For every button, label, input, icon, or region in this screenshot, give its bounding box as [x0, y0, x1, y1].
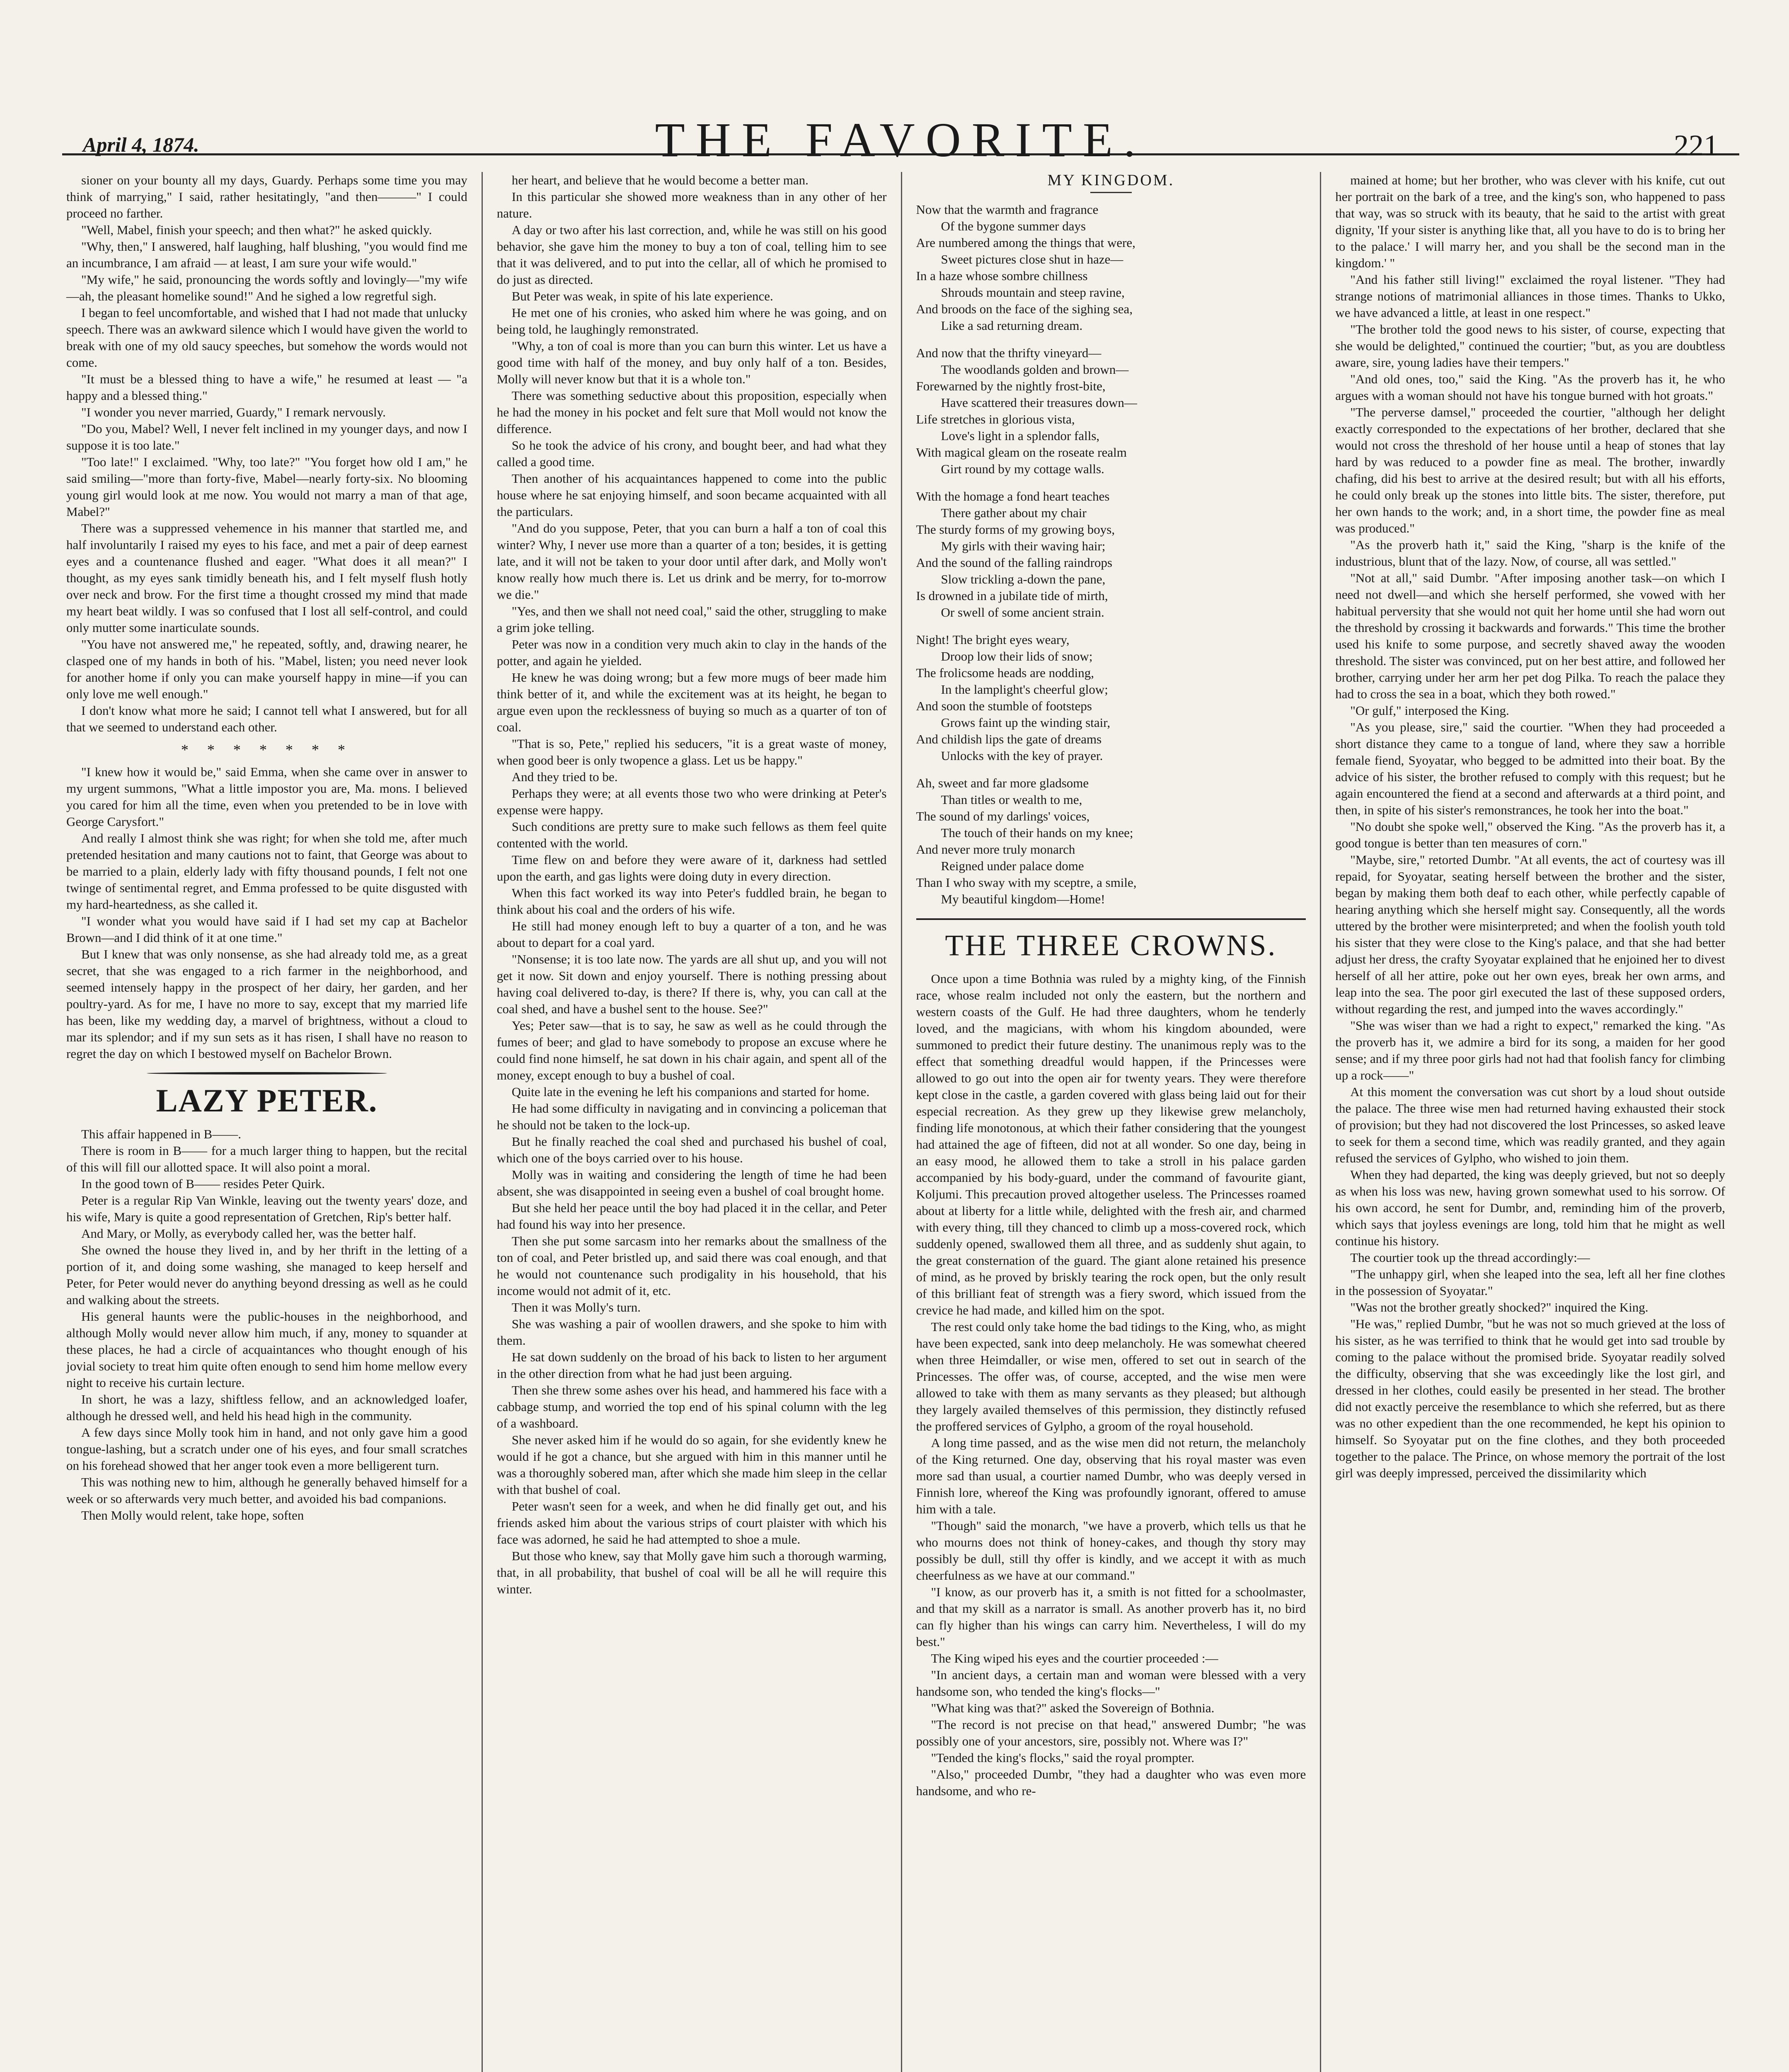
poem-line: Of the bygone summer days [941, 219, 1086, 233]
paragraph: But I knew that was only nonsense, as she had already told me, as a great secret, that she was engaged to a rich farmer in the neighborhood, and seemed intensely happy in the prospect of her dairy, her garden, and her poultry-yard. As for me, I have no more to say, except that my married life has been, like my wedding day, a marvel of brightness, without a cloud to mar its splendor; and if my sun sets as it has risen, I shall have no reason to regret the day on which I bestowed myself on Bachelor Brown. [66, 947, 467, 1061]
paragraph: In short, he was a lazy, shiftless fellow, and an acknowledged loafer, although he dressed well, and held his head high in the community. [66, 1392, 467, 1423]
poem-line: My girls with their waving hair; [941, 539, 1106, 553]
paragraph: I don't know what more he said; I cannot tell what I answered, but for all that we seemed to understand each other. [66, 703, 467, 734]
poem-line: Have scattered their treasures down— [941, 395, 1137, 410]
paragraph: "Yes, and then we shall not need coal," said the other, struggling to make a grim joke telling. [496, 604, 887, 635]
paragraph: And they tried to be. [511, 770, 618, 784]
poem-line: And never more truly monarch [916, 842, 1075, 857]
masthead [62, 70, 1739, 167]
poem-line: There gather about my chair [941, 506, 1087, 520]
paragraph: Such conditions are pretty sure to make such fellows as them feel quite contented with the world. [496, 819, 887, 850]
poem-rule [1090, 192, 1132, 193]
paragraph: A day or two after his last correction, and, while he was still on his good behavior, she gave him the money to buy a ton of coal, telling him to see that it was delivered, and to put into the cellar, all of which he promised to do just as directed. [496, 223, 887, 287]
poem-line: Now that the warmth and fragrance [916, 202, 1099, 217]
poem-line: Sweet pictures close shut in haze— [941, 252, 1123, 266]
paragraph: Then it was Molly's turn. [511, 1300, 641, 1314]
paragraph: "What king was that?" asked the Sovereign of Bothnia. [931, 1701, 1215, 1715]
paragraph: And really I almost think she was right; for when she told me, after much pretended hesitation and many cautions not to faint, that George was about to be married to a plain, elderly lady with fifty thousand pounds, I felt not one twinge of sentimental regret, and Emma professed to be quite disgusted with my hard-heartedness, as she called it. [66, 831, 467, 912]
column-1 [62, 172, 482, 2072]
paragraph: The rest could only take home the bad tidings to the King, who, as might have been expected, sank into deep melancholy. He was somewhat cheered when three Heimdaller, or wise men, offered to set out in search of the Princesses. The offer was, of course, accepted, and the wise men were allowed to take with them as many servants as they pleased; but although they largely availed themselves of this permission, they distinctly refused the proffered services of Gylpho, a groom of the royal household. [916, 1319, 1306, 1433]
paragraph: "Was not the brother greatly shocked?" inquired the King. [1350, 1300, 1649, 1314]
poem-line: Than I who sway with my sceptre, a smile, [916, 875, 1137, 890]
paragraph: her heart, and believe that he would become a better man. [511, 173, 809, 187]
paragraph: "And his father still living!" exclaimed the royal listener. "They had strange notions of matrimonial alliances in those times. Thanks to Ukko, we have advanced a little, at least in one respect." [1335, 272, 1725, 320]
poem-stanza [916, 775, 1306, 908]
poem-line: Night! The bright eyes weary, [916, 632, 1070, 647]
paragraph: But those who knew, say that Molly gave him such a thorough warming, that, in all probability, that bushel of coal will be all he will require this winter. [496, 1549, 887, 1596]
paragraph: "You have not answered me," he repeated, softly, and, drawing nearer, he clasped one of my hands in both of his. "Mabel, listen; you need never look for another home if only you can make yourself happy in mine—if you can only love me well enough." [66, 637, 467, 701]
paragraph: "The perverse damsel," proceeded the courtier, "although her delight exactly corresponded to the expectations of her brother, declared that she would not cross the threshold of her house until a heap of stones that lay hard by was reduced to a powder fine as meal. The brother, inwardly chafing, did his best to arrive at the desired result; but with all his efforts, he could only break up the stones into little bits. The sister, therefore, put her own hands to the work; and, in a short time, the powder fine as meal was produced." [1335, 405, 1725, 535]
poem-line: The sound of my darlings' voices, [916, 809, 1090, 823]
paragraph: "Do you, Mabel? Well, I never felt inclined in my younger days, and now I suppose it is too late." [66, 421, 467, 453]
poem-stanza [916, 345, 1306, 477]
paragraph: There is room in B—— for a much larger thing to happen, but the recital of this will fill our allotted space. It will also point a moral. [66, 1143, 467, 1174]
paragraph: "My wife," he said, pronouncing the words softly and lovingly—"my wife—ah, the pleasant homelike sound!" And he sighed a low regretful sigh. [66, 272, 467, 303]
poem-line: Reigned under palace dome [941, 859, 1084, 873]
paragraph: This was nothing new to him, although he generally behaved himself for a week or so afterwards very much better, and avoided his bad companions. [66, 1475, 467, 1506]
paragraph: "I wonder what you would have said if I had set my cap at Bachelor Brown—and I did think of it at one time." [66, 914, 467, 945]
paragraph: Then she threw some ashes over his head, and hammered his face with a cabbage stump, and worried the top end of his spinal column with the leg of a washboard. [496, 1383, 887, 1431]
poem-line: The touch of their hands on my knee; [941, 825, 1133, 840]
paragraph: Quite late in the evening he left his companions and started for home. [511, 1084, 870, 1099]
poem-line: Life stretches in glorious vista, [916, 412, 1075, 426]
paragraph: Perhaps they were; at all events those two who were drinking at Peter's expense were happy. [496, 786, 887, 817]
paragraph: "The unhappy girl, when she leaped into the sea, left all her fine clothes in the possession of Syoyatar." [1335, 1267, 1725, 1298]
paragraph: There was a suppressed vehemence in his manner that startled me, and half involuntarily I raised my eyes to his face, and met a pair of deep earnest eyes and a countenance flushed and eager. "What does it all mean?" I thought, as my eyes sank timidly beneath his, and I felt myself flush hotly over neck and brow. For the first time a thought crossed my mind that made my heart beat wildly. I was so confused that I lost all self-control, and could only mutter some inarticulate sounds. [66, 521, 467, 635]
poem-line: Grows faint up the winding stair, [941, 715, 1111, 730]
ornament-divider [147, 1072, 387, 1075]
paragraph: She owned the house they lived in, and by her thrift in the letting of a portion of it, and doing some washing, she managed to keep herself and Peter, for Peter would never do anything beyond dressing as well as he could and walking about the streets. [66, 1243, 467, 1307]
paragraph: "Also," proceeded Dumbr, "they had a daughter who was even more handsome, and who re- [916, 1767, 1306, 1798]
paragraph: "It must be a blessed thing to have a wife," he resumed at least — "a happy and a blessed thing." [66, 372, 467, 403]
paragraph: This affair happened in B——. [81, 1127, 241, 1141]
poem-line: The frolicsome heads are nodding, [916, 666, 1094, 680]
poem-stanza [916, 201, 1306, 334]
paragraph: A few days since Molly took him in hand, and not only gave him a good tongue-lashing, but a scratch under one of his eyes, and four small scratches on his forehead showed that her anger took even a more belligerent turn. [66, 1425, 467, 1473]
poem-line: Droop low their lids of snow; [941, 649, 1093, 663]
paragraph: Once upon a time Bothnia was ruled by a mighty king, of the Finnish race, whose realm included not only the eastern, but the northern and western coasts of the Gulf. He had three daughters, whom he tenderly loved, and the magicians, with whom his kingdom abounded, were summoned to predict their future destiny. The unanimous reply was to the effect that something dreadful would happen, if the Princesses were allowed to go out into the open air for twenty years. They were therefore kept close in the castle, a garden covered with glass being laid out for their especial recreation. As they grew up they likewise grew melancholy, finding life monotonous, at which their father considering that the youngest had attained the age of fifteen, did not at all wonder. So one day, being in an easy mood, he allowed them to take a stroll in his palace garden accompanied by his body-guard, under the command of favourite giant, Koljumi. This precaution proved altogether useless. The Princesses roamed about at liberty for a little while, delighted with the fresh air, and charmed with every thing, till they chanced to climb up a moss-covered rock, which suddenly opened, swallowed them all three, and as suddenly shut again, to the great consternation of the guard. The giant alone retained his presence of mind, as he proved by briskly tearing the rock open, but the only result of this brilliant feat of strength was a fiery sword, which issued from the crevice he had made, and killed him on the spot. [916, 971, 1306, 1317]
poem-line: With the homage a fond heart teaches [916, 489, 1110, 503]
paragraph: Peter wasn't seen for a week, and when he did finally get out, and his friends asked him about the various strips of court plaister with which his face was adorned, he said he had attempted to shoe a mule. [496, 1499, 887, 1547]
poem-line: And now that the thrifty vineyard— [916, 346, 1101, 360]
paragraph: And Mary, or Molly, as everybody called her, was the better half. [81, 1226, 416, 1241]
poem-line: The sturdy forms of my growing boys, [916, 522, 1115, 537]
paragraph: Yes; Peter saw—that is to say, he saw as well as he could through the fumes of beer; and glad to have somebody to propose an excuse where he could find none himself, he sat down in his chair again, and spent all of the money, except enough to buy a bushel of coal. [496, 1018, 887, 1082]
poem-line: Like a sad returning dream. [941, 318, 1083, 333]
paragraph: Then she put some sarcasm into her remarks about the smallness of the ton of coal, and Peter bristled up, and said there was coal enough, and that he would not countenance such prodigality in his household, that his income would not admit of it, etc. [496, 1234, 887, 1298]
paragraph: But he finally reached the coal shed and purchased his bushel of coal, which one of the boys carried over to his house. [496, 1134, 887, 1165]
poem-line: Shrouds mountain and steep ravine, [941, 285, 1125, 300]
paragraph: mained at home; but her brother, who was clever with his knife, cut out her portrait on the bark of a tree, and the king's son, who happened to pass that way, was so struck with its beauty, that he said to the artist with great dignity, 'If your sister is anything like that, all you have to do is to bring her to the palace.' I will marry her, and you shall be the second man in the kingdom.' " [1335, 173, 1725, 270]
paragraph: "Maybe, sire," retorted Dumbr. "At all events, the act of courtesy was ill repaid, for Syoyatar, seating herself between the brother and the sister, began by making them both deaf to each other, while perfectly capable of hearing anything which she herself might say. Consequently, all the words uttered by the brother were misinterpreted; and when the foolish youth told his sister that they were close to the King's palace, and that she had better adjust her dress, the crafty Syoyatar explained that he enjoined her to divest herself of all her attire, poke out her own eyes, break her own arms, and leap into the sea. The poor girl executed the last of these supposed orders, without regarding the rest, and jumped into the waves accordingly." [1335, 852, 1725, 1016]
poem-line: My beautiful kingdom—Home! [941, 892, 1105, 906]
paragraph: In this particular she showed more weakness than in any other of her nature. [496, 189, 887, 220]
paragraph: He sat down suddenly on the broad of his back to listen to her argument in the other direction from what he had just been arguing. [496, 1350, 887, 1381]
paragraph: His general haunts were the public-houses in the neighborhood, and although Molly would never allow him much, if any, money to squander at these places, he had a circle of acquaintances who thought enough of his jovial society to treat him quite often enough to send him home mellow every night to receive his curtain lecture. [66, 1309, 467, 1390]
publication-title: THE FAVORITE. [655, 113, 1147, 167]
paragraph: I began to feel uncomfortable, and wished that I had not made that unlucky speech. There was an awkward silence which I would have given the world to break with one of my old saucy speeches, but somehow the words would not come. [66, 305, 467, 370]
paragraph: Time flew on and before they were aware of it, darkness had settled upon the earth, and gas lights were doing duty in every direction. [496, 852, 887, 884]
paragraph: A long time passed, and as the wise men did not return, the melancholy of the King returned. One day, observing that his royal master was even more sad than usual, a courtier named Dumbr, who was deeply versed in Finnish lore, whereof the King was profoundly ignorant, offered to amuse him with a tale. [916, 1435, 1306, 1516]
paragraph: He had some difficulty in navigating and in convincing a policeman that he should not be taken to the lock-up. [496, 1101, 887, 1132]
paragraph: Molly was in waiting and considering the length of time he had been absent, she was disappointed in seeing even a bushel of coal brought home. [496, 1167, 887, 1198]
paragraph: "Not at all," said Dumbr. "After imposing another task—on which I need not dwell—and which she herself performed, she vowed with her habitual perversity that she would not quit her home until she had worn out the threshold by crossing it backwards and forwards." This time the brother used his knife to some purpose, and secretly shaved away the wooden threshold. The sister was convinced, put on her best attire, and followed her brother, carrying under her arm her pet dog Pilka. To reach the palace they had to cross the sea in a boat, which they both rowed." [1335, 571, 1725, 701]
paragraph: But she held her peace until the boy had placed it in the cellar, and Peter had found his way into her presence. [496, 1201, 887, 1232]
poem-line: Ah, sweet and far more gladsome [916, 776, 1089, 790]
paragraph: "I know, as our proverb has it, a smith is not fitted for a schoolmaster, and that my skill as a narrator is small. As another proverb has it, no bird can fly higher than his wings can carry him. Nevertheless, I will do my best." [916, 1585, 1306, 1649]
poem-line: The woodlands golden and brown— [941, 362, 1129, 377]
issue-date: April 4, 1874. [83, 133, 199, 156]
paragraph: "Though" said the monarch, "we have a proverb, which tells us that he who mourns does not think of honey-cakes, and though thy story may possibly be dull, still thy offer is kindly, and we accept it with as much cheerfulness as we have at our command." [916, 1518, 1306, 1583]
paragraph: But Peter was weak, in spite of his late experience. [511, 289, 773, 303]
paragraph: "And do you suppose, Peter, that you can burn a half a ton of coal this winter? Why, I never use more than a quarter of a ton; besides, it is getting late, and it will not be taken to your door until after dark, and Molly won't know really how much there is. Let us drink and be merry, for to-morrow we die." [496, 521, 887, 602]
paragraph: There was something seductive about this proposition, especially when he had the money in his pocket and felt sure that Moll would not know the difference. [496, 388, 887, 436]
paragraph: "No doubt she spoke well," observed the King. "As the proverb has it, a good tongue is better than ten measures of corn." [1335, 819, 1725, 850]
poem-line: Than titles or wealth to me, [941, 792, 1082, 807]
paragraph: "Nonsense; it is too late now. The yards are all shut up, and you will not get it now. Sit down and enjoy yourself. There is nothing pressing about having coal delivered to-day, is there? If there is, why, you can call at the coal shed, and have a bushel sent to the house. See?" [496, 952, 887, 1016]
title-rule [916, 918, 1306, 920]
paragraph: In the good town of B—— resides Peter Quirk. [81, 1176, 325, 1191]
poem-line: Or swell of some ancient strain. [941, 605, 1104, 620]
poem-line: Forewarned by the nightly frost-bite, [916, 379, 1106, 393]
paragraph: When this fact worked its way into Peter's fuddled brain, he began to think about his coal and the orders of his wife. [496, 886, 887, 917]
poem-line: And broods on the face of the sighing sea, [916, 302, 1133, 316]
column-2 [482, 172, 901, 2072]
column-3 [901, 172, 1320, 2072]
paragraph: "Why, a ton of coal is more than you can burn this winter. Let us have a good time with half of the money, and buy only half of a ton. Besides, Molly will never know but that it is a whole ton." [496, 339, 887, 386]
paragraph: She was washing a pair of woollen drawers, and she spoke to him with them. [496, 1317, 887, 1348]
paragraph: "As the proverb hath it," said the King, "sharp is the knife of the industrious, blunt that of the lazy. Now, of course, all was settled." [1335, 537, 1725, 569]
paragraph: At this moment the conversation was cut short by a loud shout outside the palace. The three wise men had returned having exhausted their stock of provision; but they had not discovered the lost Princesses, so asked leave to seek for them a second time, which was readily granted, and they again refused the services of Gylpho, who wished to join them. [1335, 1084, 1725, 1165]
paragraph: sioner on your bounty all my days, Guardy. Perhaps some time you may think of marrying," I said, rather hesitatingly, "and then———" I could proceed no farther. [66, 173, 467, 220]
paragraph: "As you please, sire," said the courtier. "When they had proceeded a short distance they came to a tongue of land, where they saw a horrible female fiend, Syoyatar, who begged to be admitted into their boat. By the advice of his sister, the brother refused to comply with this request; but he again encountered the fiend at a second and afterwards at a third point, and then, in spite of his sister's remonstrances, he took her into the boat." [1335, 720, 1725, 817]
paragraph: Then another of his acquaintances happened to come into the public house where he sat enjoying himself, and soon became acquainted with all the particulars. [496, 471, 887, 519]
paragraph: "In ancient days, a certain man and woman were blessed with a very handsome son, who tended the king's flocks—" [916, 1668, 1306, 1699]
poem-line: Girt round by my cottage walls. [941, 462, 1104, 476]
poem-line: With magical gleam on the roseate realm [916, 445, 1127, 460]
page-number: 221 [1674, 129, 1719, 162]
paragraph: "The brother told the good news to his sister, of course, expecting that she would be delighted," continued the courtier; "but, as you are doubtless aware, sire, young ladies have their tempers." [1335, 322, 1725, 370]
paragraph: She never asked him if he would do so again, for she evidently knew he would if he got a chance, but she argued with him in this manner until he was a thoroughly sobered man, after which she made him sleep in the cellar with that bushel of coal. [496, 1433, 887, 1497]
poem-line: In a haze whose sombre chillness [916, 269, 1088, 283]
paragraph: "Well, Mabel, finish your speech; and then what?" he asked quickly. [81, 223, 432, 237]
lazy-peter-heading: LAZY PETER. [156, 1082, 378, 1118]
poem-line: And soon the stumble of footsteps [916, 699, 1092, 713]
poem-title: MY KINGDOM. [1047, 172, 1175, 189]
poem-line: And the sound of the falling raindrops [916, 555, 1113, 570]
paragraph: "He was," replied Dumbr, "but he was not so much grieved at the loss of his sister, as he was terrified to think that he would get into sad trouble by coming to the palace without the promised bride. Syoyatar readily solved the difficulty, observing that she was exceedingly like the lost girl, and dressed in her clothes, could easily be presented in her stead. The brother did not exactly perceive the resemblance to which she referred, but as there was no other expedient than the one recommended, he kept his opinion to himself. So Syoyatar put on the fine clothes, and they both proceeded together to the palace. The Prince, on whose memory the portrait of the lost girl was deeply impressed, perceived the dissimilarity which [1335, 1317, 1725, 1480]
paragraph: "Tended the king's flocks," said the royal prompter. [931, 1750, 1195, 1765]
poem-line: Love's light in a splendor falls, [941, 428, 1100, 443]
paragraph: "I wonder you never married, Guardy," I remark nervously. [81, 405, 386, 419]
paragraph: Then Molly would relent, take hope, soften [81, 1508, 304, 1523]
poem-stanza [916, 632, 1306, 764]
paragraph: So he took the advice of his crony, and bought beer, and had what they called a good time. [496, 438, 887, 469]
paragraph: When they had departed, the king was deeply grieved, but not so deeply as when his loss was new, having grown somewhat used to his sorrow. Of his own accord, he sent for Dumbr, and, reminding him of the proverb, which says that joyless evenings are long, told him that he might as well continue his history. [1335, 1167, 1725, 1248]
paragraph: "That is so, Pete," replied his seducers, "it is a great waste of money, when good beer is only twopence a glass. Let us be happy." [496, 736, 887, 767]
poem-line: Are numbered among the things that were, [916, 235, 1135, 250]
paragraph: He knew he was doing wrong; but a few more mugs of beer made him think better of it, and while the excitement was at its height, he began to argue even upon the recklessness of buying so much as a quarter of ton of coal. [496, 670, 887, 734]
paragraph: The King wiped his eyes and the courtier proceeded :— [931, 1651, 1218, 1665]
three-crowns-heading: THE THREE CROWNS. [945, 929, 1277, 962]
paragraph: The courtier took up the thread accordingly:— [1350, 1250, 1590, 1265]
article-columns [62, 172, 1739, 2072]
paragraph: "Why, then," I answered, half laughing, half blushing, "you would find me an incumbrance, I am afraid — at least, I am sure your wife would." [66, 239, 467, 270]
poem-line: Is drowned in a jubilate tide of mirth, [916, 588, 1108, 603]
poem-line: And childish lips the gate of dreams [916, 732, 1102, 746]
poem-line: In the lamplight's cheerful glow; [941, 682, 1108, 697]
paragraph: Peter was now in a condition very much akin to clay in the hands of the potter, and again he yielded. [496, 637, 887, 668]
paragraph: "I knew how it would be," said Emma, when she came over in answer to my urgent summons, "What a little impostor you are, Ma. mons. I believed you cared for him all the time, even when you pretended to be in love with George Carysfort." [66, 765, 467, 829]
paragraph: "The record is not precise on that head," answered Dumbr; "he was possibly one of your ancestors, sire, possibly not. Where was I?" [916, 1717, 1306, 1748]
paragraph: "Too late!" I exclaimed. "Why, too late?" "You forget how old I am," he said smiling—"more than forty-five, Mabel—nearly forty-six. No blooming young girl would look at me now. You would not marry a man of that age, Mabel?" [66, 455, 467, 519]
section-rule: * * * * * * * [181, 741, 353, 758]
paragraph: He met one of his cronies, who asked him where he was going, and on being told, he laughingly remonstrated. [496, 305, 887, 336]
poem-line: Unlocks with the key of prayer. [941, 748, 1103, 763]
paragraph: He still had money enough left to buy a quarter of a ton, and he was about to depart for a coal yard. [496, 919, 887, 950]
poem-line: Slow trickling a-down the pane, [941, 572, 1106, 586]
paragraph: "Or gulf," interposed the King. [1350, 703, 1509, 718]
paragraph: "And old ones, too," said the King. "As the proverb has it, he who argues with a woman should not have his tongue burned with hot groats." [1335, 372, 1725, 403]
poem-stanza [916, 488, 1306, 621]
paragraph: Peter is a regular Rip Van Winkle, leaving out the twenty years' doze, and his wife, Mary is quite a good representation of Gretchen, Rip's better half. [66, 1193, 467, 1224]
column-4 [1320, 172, 1739, 2072]
paragraph: "She was wiser than we had a right to expect," remarked the king. "As the proverb has it, we admire a bird for its song, a maiden for her good sense; and if my three poor girls had not had that foolish fancy for climbing up a rock——" [1335, 1018, 1725, 1082]
